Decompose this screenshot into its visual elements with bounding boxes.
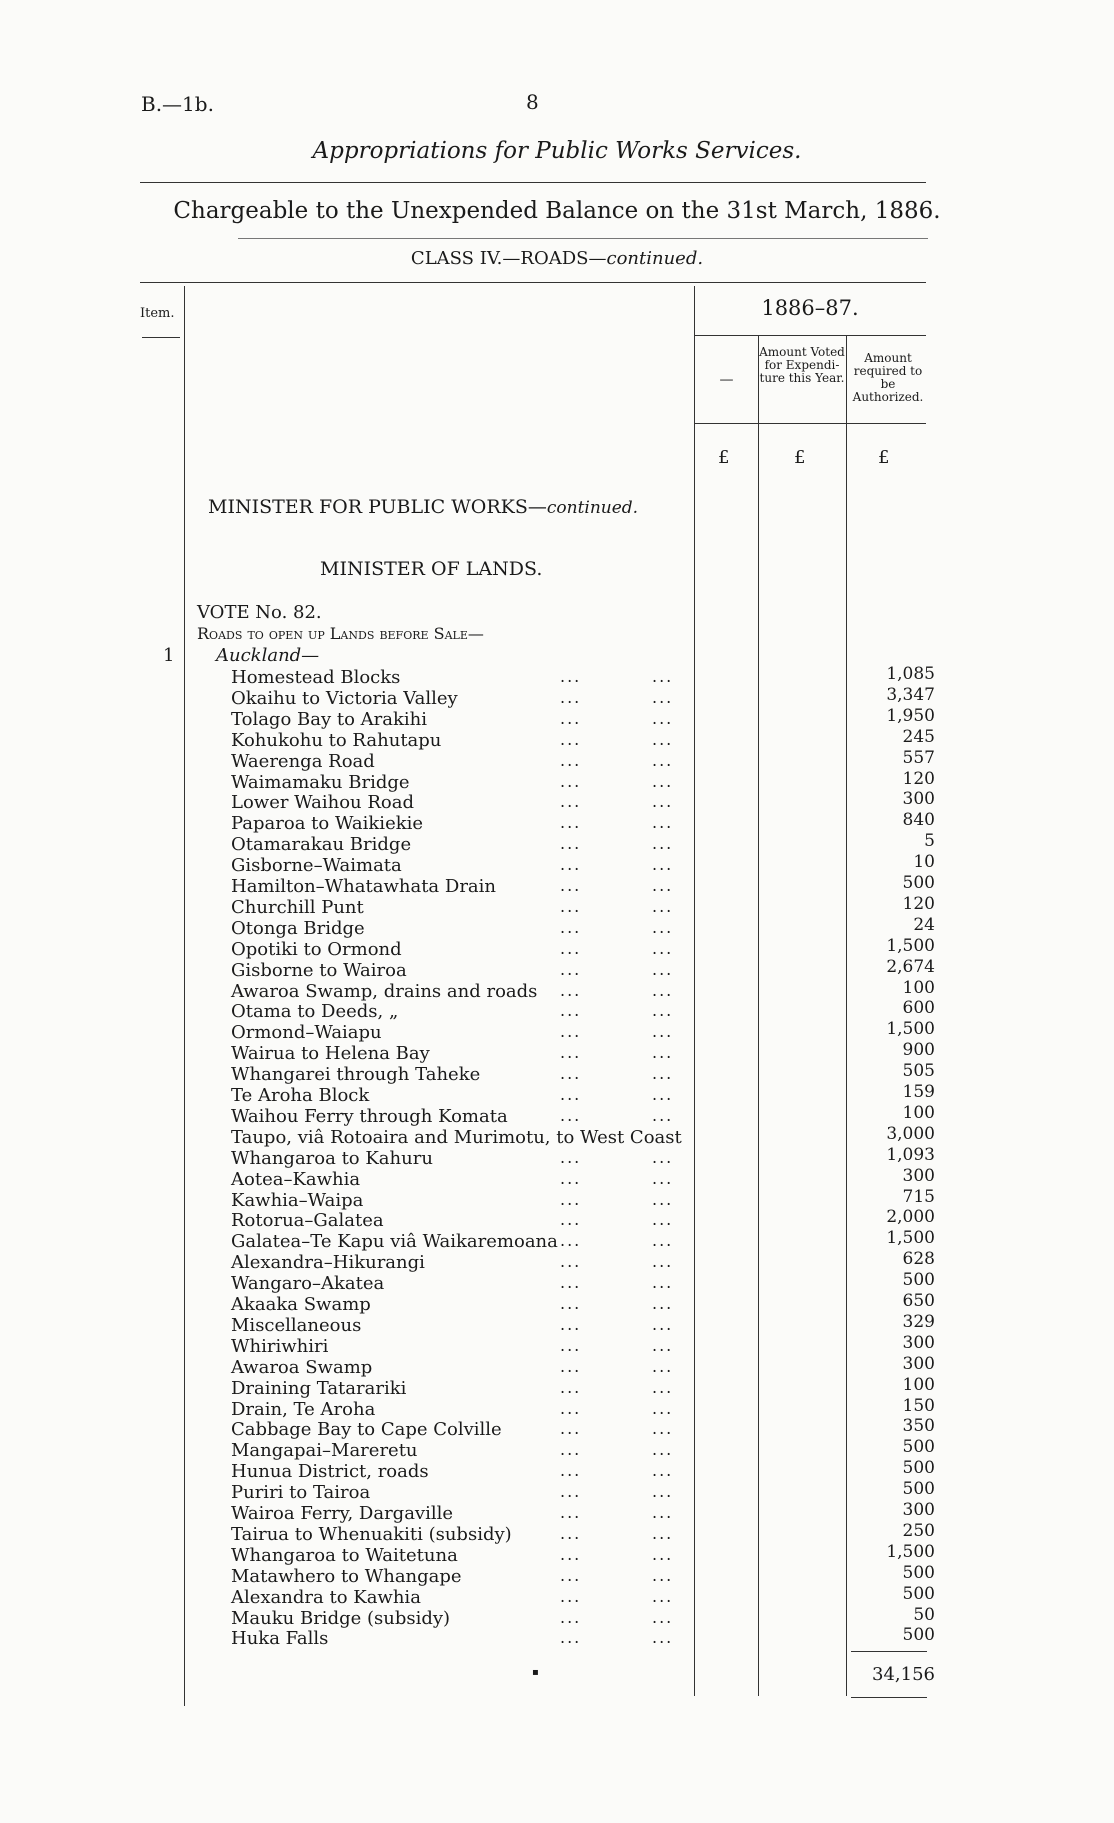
leader-dots: ... (652, 1210, 674, 1229)
road-item-name: Rotorua–Galatea (231, 1210, 384, 1231)
leader-dots: ... (560, 730, 582, 749)
leader-dots: ... (560, 1106, 582, 1125)
road-item-name: Te Aroha Block (231, 1085, 370, 1106)
leader-dots: ... (652, 792, 674, 811)
road-item-amount: 120 (902, 894, 935, 914)
road-item-name: Otonga Bridge (231, 918, 365, 939)
road-item-amount: 300 (902, 1333, 935, 1353)
road-item-amount: 500 (902, 1625, 935, 1645)
leader-dots: ... (652, 1106, 674, 1125)
road-item-name: Taupo, viâ Rotoaira and Murimotu, to West Coast (231, 1127, 682, 1148)
road-item-amount: 300 (902, 789, 935, 809)
road-item-amount: 500 (902, 873, 935, 893)
road-item-name: Alexandra to Kawhia (231, 1587, 421, 1608)
minister-public-works-main: MINISTER FOR PUBLIC WORKS— (208, 496, 547, 518)
minister-public-works (208, 496, 638, 518)
road-item-amount: 120 (902, 769, 935, 789)
leader-dots: ... (560, 751, 582, 770)
road-item-name: Kawhia–Waipa (231, 1190, 364, 1211)
leader-dots: ... (652, 751, 674, 770)
road-item-name: Kohukohu to Rahutapu (231, 730, 442, 751)
road-item-name: Whangaroa to Kahuru (231, 1148, 433, 1169)
road-item-amount: 840 (902, 810, 935, 830)
total-amount: 34,156 (872, 1664, 935, 1685)
page-number: 8 (526, 90, 539, 114)
vote-number: VOTE No. 82. (197, 602, 322, 623)
leader-dots: ... (560, 876, 582, 895)
leader-dots: ... (560, 960, 582, 979)
road-item-amount: 600 (902, 998, 935, 1018)
road-item-amount: 650 (902, 1291, 935, 1311)
leader-dots: ... (560, 1482, 582, 1501)
leader-dots: ... (652, 1315, 674, 1334)
leader-dots: ... (652, 730, 674, 749)
subtitle-rule (238, 238, 928, 239)
road-item-name: Otamarakau Bridge (231, 834, 412, 855)
leader-dots: ... (560, 667, 582, 686)
road-item-name: Okaihu to Victoria Valley (231, 688, 458, 709)
leader-dots: ... (652, 897, 674, 916)
road-item-amount: 50 (913, 1605, 935, 1625)
road-item-name: Lower Waihou Road (231, 792, 414, 813)
leader-dots: ... (560, 1503, 582, 1522)
road-item-name: Tairua to Whenuakiti (subsidy) (231, 1524, 512, 1545)
road-item-amount: 245 (902, 727, 935, 747)
road-item-amount: 1,500 (886, 936, 935, 956)
road-item-amount: 2,000 (886, 1207, 935, 1227)
road-item-name: Whangarei through Taheke (231, 1064, 481, 1085)
road-item-name: Otama to Deeds, „ (231, 1001, 399, 1022)
page-title: Appropriations for Public Works Services. (312, 138, 802, 164)
road-item-name: Hunua District, roads (231, 1461, 429, 1482)
road-item-amount: 3,347 (886, 685, 935, 705)
road-item-name: Drain, Te Aroha (231, 1399, 376, 1420)
leader-dots: ... (652, 1064, 674, 1083)
leader-dots: ... (652, 1378, 674, 1397)
road-item-amount: 100 (902, 1375, 935, 1395)
leader-dots: ... (560, 1294, 582, 1313)
column3-header: Amount required to be Authorized. (852, 351, 924, 404)
leader-dots: ... (560, 834, 582, 853)
road-item-amount: 159 (902, 1082, 935, 1102)
table-top-rule (140, 282, 926, 283)
year-header: 1886–87. (761, 296, 859, 320)
total-marker: ▪ (532, 1667, 539, 1678)
leader-dots: ... (652, 1545, 674, 1564)
leader-dots: ... (652, 1190, 674, 1209)
road-item-amount: 300 (902, 1354, 935, 1374)
leader-dots: ... (560, 1148, 582, 1167)
leader-dots: ... (652, 667, 674, 686)
leader-dots: ... (560, 709, 582, 728)
leader-dots: ... (652, 1608, 674, 1627)
leader-dots: ... (560, 1545, 582, 1564)
leader-dots: ... (560, 855, 582, 874)
leader-dots: ... (652, 709, 674, 728)
leader-dots: ... (560, 1419, 582, 1438)
road-item-amount: 10 (913, 852, 935, 872)
leader-dots: ... (560, 1169, 582, 1188)
road-item-name: Wairua to Helena Bay (231, 1043, 430, 1064)
road-item-amount: 715 (902, 1187, 935, 1207)
leader-dots: ... (560, 1461, 582, 1480)
road-item-name: Wairoa Ferry, Dargaville (231, 1503, 454, 1524)
road-item-amount: 505 (902, 1061, 935, 1081)
leader-dots: ... (560, 1399, 582, 1418)
road-item-name: Mangapai–Mareretu (231, 1440, 418, 1461)
leader-dots: ... (560, 1587, 582, 1606)
road-item-amount: 300 (902, 1500, 935, 1520)
region-heading: Auckland— (216, 645, 320, 666)
road-item-amount: 300 (902, 1166, 935, 1186)
page-subtitle: Chargeable to the Unexpended Balance on the 31st March, 1886. (173, 198, 941, 224)
road-item-name: Cabbage Bay to Cape Colville (231, 1419, 502, 1440)
road-item-amount: 500 (902, 1479, 935, 1499)
road-item-name: Miscellaneous (231, 1315, 362, 1336)
leader-dots: ... (652, 1085, 674, 1104)
road-item-name: Awaroa Swamp, drains and roads (231, 981, 538, 1002)
road-item-amount: 500 (902, 1458, 935, 1478)
road-item-name: Opotiki to Ormond (231, 939, 402, 960)
leader-dots: ... (560, 897, 582, 916)
leader-dots: ... (652, 960, 674, 979)
road-item-name: Huka Falls (231, 1628, 329, 1649)
leader-dots: ... (560, 1231, 582, 1250)
leader-dots: ... (560, 772, 582, 791)
year-header-rule (694, 335, 926, 336)
leader-dots: ... (652, 1336, 674, 1355)
road-item-amount: 2,674 (886, 957, 935, 977)
road-item-name: Matawhero to Whangape (231, 1566, 462, 1587)
column2-header: Amount Voted for Expendi- ture this Year. (759, 345, 845, 385)
road-item-amount: 500 (902, 1437, 935, 1457)
road-item-name: Aotea–Kawhia (231, 1169, 361, 1190)
road-item-amount: 150 (902, 1396, 935, 1416)
road-item-amount: 500 (902, 1563, 935, 1583)
leader-dots: ... (652, 1357, 674, 1376)
leader-dots: ... (652, 1001, 674, 1020)
leader-dots: ... (652, 1231, 674, 1250)
leader-dots: ... (652, 1043, 674, 1062)
leader-dots: ... (652, 1461, 674, 1480)
leader-dots: ... (652, 688, 674, 707)
class-heading-main: CLASS IV.—ROADS— (410, 248, 607, 269)
column2-left-rule (758, 336, 759, 1696)
leader-dots: ... (652, 1273, 674, 1292)
road-item-name: Gisborne to Wairoa (231, 960, 407, 981)
road-item-amount: 3,000 (886, 1124, 935, 1144)
road-item-amount: 1,500 (886, 1542, 935, 1562)
leader-dots: ... (652, 1169, 674, 1188)
road-item-name: Akaaka Swamp (231, 1294, 371, 1315)
leader-dots: ... (560, 1524, 582, 1543)
leader-dots: ... (560, 688, 582, 707)
road-item-name: Waimamaku Bridge (231, 772, 410, 793)
class-heading (0, 248, 1114, 269)
leader-dots: ... (560, 939, 582, 958)
leader-dots: ... (652, 834, 674, 853)
leader-dots: ... (560, 813, 582, 832)
road-item-amount: 329 (902, 1312, 935, 1332)
leader-dots: ... (652, 813, 674, 832)
road-item-amount: 100 (902, 1103, 935, 1123)
leader-dots: ... (652, 1294, 674, 1313)
road-item-name: Mauku Bridge (subsidy) (231, 1608, 451, 1629)
leader-dots: ... (652, 1628, 674, 1647)
item-header-rule (142, 337, 180, 338)
item-number: 1 (163, 645, 175, 666)
road-item-amount: 1,093 (886, 1145, 935, 1165)
road-item-name: Tolago Bay to Arakihi (231, 709, 428, 730)
leader-dots: ... (560, 981, 582, 1000)
leader-dots: ... (652, 1482, 674, 1501)
roads-heading: Roads to open up Lands before Sale— (197, 624, 484, 643)
leader-dots: ... (560, 1566, 582, 1585)
leader-dots: ... (652, 1587, 674, 1606)
road-item-name: Gisborne–Waimata (231, 855, 402, 876)
leader-dots: ... (652, 1399, 674, 1418)
column1-header: — (719, 372, 734, 388)
leader-dots: ... (560, 1064, 582, 1083)
leader-dots: ... (560, 1001, 582, 1020)
road-item-name: Paparoa to Waikiekie (231, 813, 424, 834)
road-item-amount: 24 (913, 915, 935, 935)
road-item-amount: 250 (902, 1521, 935, 1541)
road-item-name: Churchill Punt (231, 897, 364, 918)
leader-dots: ... (652, 855, 674, 874)
currency-col1: £ (718, 447, 730, 468)
minister-public-works-cont: continued. (546, 498, 639, 518)
road-item-name: Wangaro–Akatea (231, 1273, 385, 1294)
class-heading-cont: continued. (606, 248, 704, 269)
leader-dots: ... (652, 981, 674, 1000)
road-item-name: Hamilton–Whatawhata Drain (231, 876, 496, 897)
road-item-amount: 500 (902, 1270, 935, 1290)
leader-dots: ... (652, 939, 674, 958)
leader-dots: ... (652, 1566, 674, 1585)
item-column-rule (184, 286, 185, 1706)
road-item-name: Ormond–Waiapu (231, 1022, 382, 1043)
road-item-amount: 900 (902, 1040, 935, 1060)
leader-dots: ... (560, 1085, 582, 1104)
road-item-name: Waerenga Road (231, 751, 375, 772)
leader-dots: ... (560, 1608, 582, 1627)
leader-dots: ... (652, 1503, 674, 1522)
road-item-name: Whangaroa to Waitetuna (231, 1545, 458, 1566)
road-item-amount: 557 (902, 748, 935, 768)
leader-dots: ... (652, 876, 674, 895)
leader-dots: ... (652, 1252, 674, 1271)
leader-dots: ... (652, 1440, 674, 1459)
item-column-header: Item. (140, 306, 175, 321)
road-item-amount: 628 (902, 1249, 935, 1269)
currency-col3: £ (878, 447, 890, 468)
leader-dots: ... (652, 1148, 674, 1167)
road-item-name: Galatea–Te Kapu viâ Waikaremoana (231, 1231, 558, 1252)
leader-dots: ... (652, 918, 674, 937)
title-rule (140, 182, 926, 183)
road-item-name: Waihou Ferry through Komata (231, 1106, 508, 1127)
currency-col2: £ (794, 447, 806, 468)
total-rule-bottom (851, 1697, 927, 1698)
total-rule-top (851, 1651, 927, 1652)
road-item-amount: 100 (902, 978, 935, 998)
leader-dots: ... (560, 1336, 582, 1355)
leader-dots: ... (560, 1440, 582, 1459)
leader-dots: ... (560, 1273, 582, 1292)
road-item-amount: 5 (924, 831, 935, 851)
leader-dots: ... (560, 918, 582, 937)
leader-dots: ... (560, 1022, 582, 1041)
leader-dots: ... (560, 1628, 582, 1647)
leader-dots: ... (652, 1022, 674, 1041)
leader-dots: ... (560, 792, 582, 811)
road-item-name: Homestead Blocks (231, 667, 401, 688)
leader-dots: ... (560, 1043, 582, 1062)
leader-dots: ... (560, 1252, 582, 1271)
road-item-amount: 1,500 (886, 1228, 935, 1248)
road-item-name: Alexandra–Hikurangi (231, 1252, 425, 1273)
road-item-amount: 500 (902, 1584, 935, 1604)
road-item-amount: 1,085 (886, 664, 935, 684)
leader-dots: ... (560, 1210, 582, 1229)
road-item-amount: 1,500 (886, 1019, 935, 1039)
road-item-amount: 350 (902, 1416, 935, 1436)
column1-left-rule (694, 286, 695, 1696)
leader-dots: ... (560, 1357, 582, 1376)
road-item-name: Draining Tatarariki (231, 1378, 407, 1399)
leader-dots: ... (652, 1419, 674, 1438)
road-item-name: Whiriwhiri (231, 1336, 329, 1357)
leader-dots: ... (560, 1190, 582, 1209)
leader-dots: ... (560, 1315, 582, 1334)
leader-dots: ... (652, 1524, 674, 1543)
minister-of-lands: MINISTER OF LANDS. (320, 558, 543, 580)
column3-left-rule (846, 336, 847, 1696)
road-item-name: Puriri to Tairoa (231, 1482, 371, 1503)
document-reference: B.—1b. (141, 92, 214, 116)
leader-dots: ... (560, 1378, 582, 1397)
column-header-rule (694, 423, 926, 424)
road-item-name: Awaroa Swamp (231, 1357, 373, 1378)
road-item-amount: 1,950 (886, 706, 935, 726)
leader-dots: ... (652, 772, 674, 791)
